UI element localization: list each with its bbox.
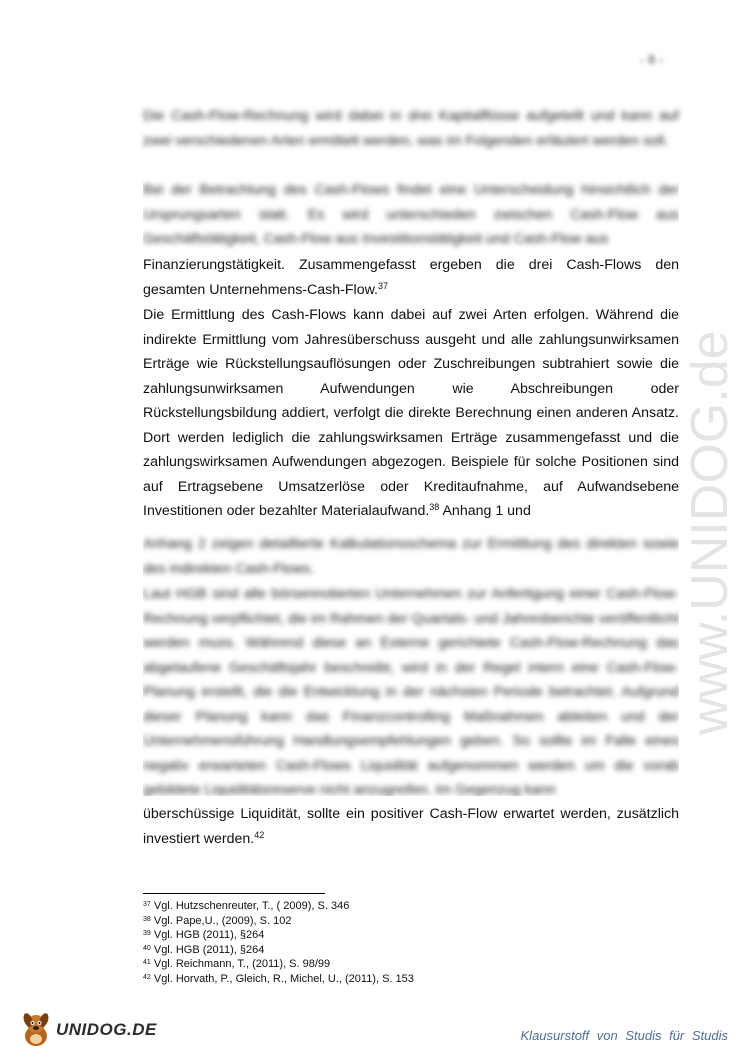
footnote-item: $^{40}$ Vgl. HGB (2011), §264 xyxy=(143,943,265,956)
dog-mascot-icon xyxy=(20,1012,52,1048)
blurred-paragraph-3: Anhang 2 zeigen detaillierte Kalkulationsschema zur Ermittlung des direkten sowie des indirekten Cash-Flows. xyxy=(143,536,679,577)
paragraph-liquiditaet-end xyxy=(143,802,679,851)
unidog-logo[interactable] xyxy=(20,1010,160,1050)
line: Finanzierungstätigkeit. Zusammengefasst ergeben die drei Cash-Flows den xyxy=(143,257,679,273)
footnote-item: $^{41}$ Vgl. Reichmann, T., (2011), S. 98/99 xyxy=(143,958,331,970)
footnote-item: $^{39}$ Vgl. HGB (2011), §264 xyxy=(143,929,265,941)
watermark-text: www.UNIDOG.de xyxy=(681,330,739,735)
line: investiert werden.$^{42}$ xyxy=(143,829,265,847)
footer-tagline: Klausurstoff von Studis für Studis xyxy=(520,1028,728,1043)
line: überschüssige Liquidität, sollte ein positiver Cash-Flow erwartet werden, zusätzlich xyxy=(143,806,679,822)
footnote-ref-42[interactable]: 42 xyxy=(254,829,265,840)
footnote-ref-37[interactable]: 37 xyxy=(378,280,389,291)
footnote-item: $^{42}$ Vgl. Horvath, P., Gleich, R., Michel, U., (2011), S. 153 xyxy=(143,972,414,985)
footnote-divider xyxy=(143,893,325,894)
paragraph-cashflow-types-tail xyxy=(143,253,679,302)
footnote-item: $^{38}$ Vgl. Pape,U., (2009), S. 102 xyxy=(143,914,292,927)
footnote-item: $^{37}$ Vgl. Hutzschenreuter, T., ( 2009), S. 346 xyxy=(143,900,350,912)
blurred-paragraph-4: Laut HGB sind alle börsennotierten Unternehmen zur Anfertigung einer Cash-Flow-Rechnung verpflichtet, die im Rahmen der Quartals- und Jahresberichte veröffentlicht werden muss. Während diese an Externe gerichtete Cash-Flow-Rechnung das abgelaufene Geschäftsjahr beschreibt, wird in der Regel intern eine Cash-Flow-Planung erstellt, die die Entwicklung in der nächsten Periode betrachtet. Aufgrund dieser Planung kann das Finanzcontrolling Maßnahmen ableiten und der Unternehmensführung Handlungsempfehlungen geben. So sollte im Falle eines negativ erwarteten Cash-Flows Liquidität aufgenommen werden um die vorab gebildete Liquiditätsreserve nicht anzugreifen. Im Gegenzug kann xyxy=(143,586,679,796)
logo-text: UNIDOG.DE xyxy=(56,1020,157,1039)
paragraph-ermittlung: Die Ermittlung des Cash-Flows kann dabei auf zwei Arten erfolgen. Während die indirekte Ermittlung vom Jahresüberschuss ausgeht und alle zahlungsunwirksamen Erträge wie Rückstellungsauflösungen oder Zuschreibungen subtrahiert sowie die zahlungsunwirksamen Aufwendungen wie Abschreibungen oder Rückstellungsbildung addiert, verfolgt die direkte Berechnung einen anderen Ansatz. Dort werden lediglich die zahlungswirksamen Erträge zusammengefasst und die zahlungswirksamen Aufwendungen abgezogen. Beispiele für solche Positionen sind auf Ertragsebene Umsatzerlöse oder Kreditaufnahme, auf Aufwandsebene Investitionen oder bezahlter Materialaufwand.$^{38}$ Anhang 1 und xyxy=(143,307,679,519)
footnotes xyxy=(143,899,414,986)
blurred-paragraph-1: Die Cash-Flow-Rechnung wird dabei in drei Kapitalflüsse aufgeteilt und kann auf zwei verschiedenen Arten ermittelt werden, was im Folgenden erläutert werden soll. xyxy=(143,108,679,149)
blurred-paragraph-2: Bei der Betrachtung des Cash-Flows findet eine Unterscheidung hinsichtlich der Ursprungsarten statt. Es wird unterschieden zwischen Cash-Flow aus Geschäftstätigkeit, Cash-Flow aus Investitionstätigkeit und Cash-Flow aus xyxy=(143,182,679,247)
page-number: - 8 - xyxy=(640,52,664,67)
footnote-ref-38[interactable]: 38 xyxy=(429,502,440,512)
line: gesamten Unternehmens-Cash-Flow.$^{37}$ xyxy=(143,280,389,298)
